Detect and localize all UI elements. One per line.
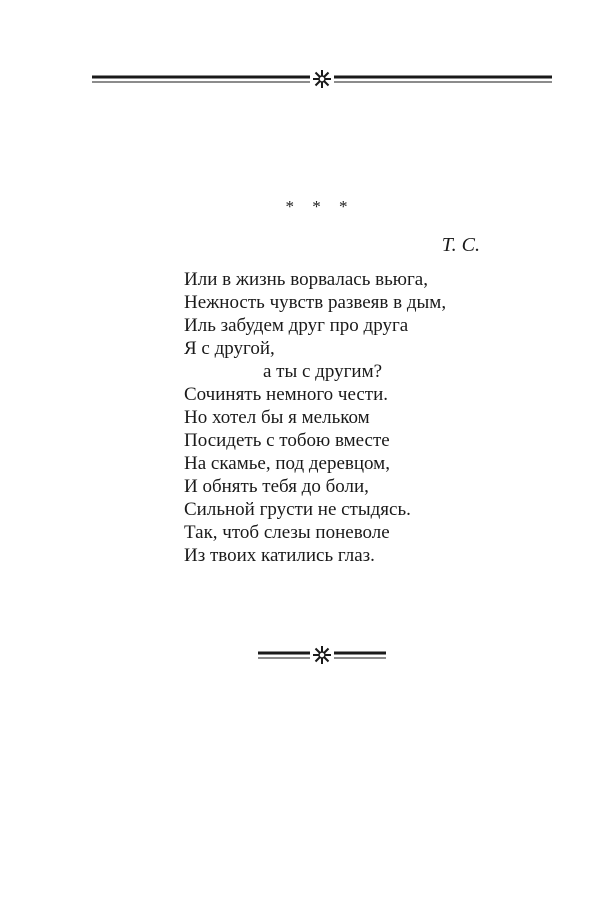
poem-line: Сильной грусти не стыдясь.	[184, 499, 411, 520]
section-mark: * * *	[285, 197, 355, 216]
divider-rule-left	[92, 77, 310, 82]
divider-rule-right	[334, 653, 386, 658]
dedication: Т. С.	[441, 234, 480, 256]
divider-rule-right	[334, 77, 552, 82]
top-divider-ornament	[92, 64, 552, 94]
asterisk-flourish-icon	[313, 70, 331, 88]
poem-line: Так, чтоб слезы поневоле	[184, 522, 390, 543]
poem-line: И обнять тебя до боли,	[184, 476, 369, 497]
poem-line: Посидеть с тобою вместе	[184, 430, 390, 451]
poem-body	[184, 268, 514, 567]
divider-rule-left	[258, 653, 310, 658]
poem-line: Из твоих катились глаз.	[184, 545, 375, 566]
poem-line: Нежность чувств развеяв в дым,	[184, 292, 447, 313]
poem-line: Иль забудем друг про друга	[184, 315, 409, 336]
poem-line: Или в жизнь ворвалась вьюга,	[184, 269, 428, 290]
poem-line: а ты с другим?	[263, 361, 383, 382]
asterisk-flourish-icon	[313, 646, 331, 664]
bottom-divider-ornament	[258, 640, 386, 670]
poem-line: Сочинять немного чести.	[184, 384, 389, 405]
poem-line: Я с другой,	[184, 338, 275, 359]
poem-line: На скамье, под деревцом,	[184, 453, 390, 474]
poem-line: Но хотел бы я мельком	[184, 407, 370, 428]
